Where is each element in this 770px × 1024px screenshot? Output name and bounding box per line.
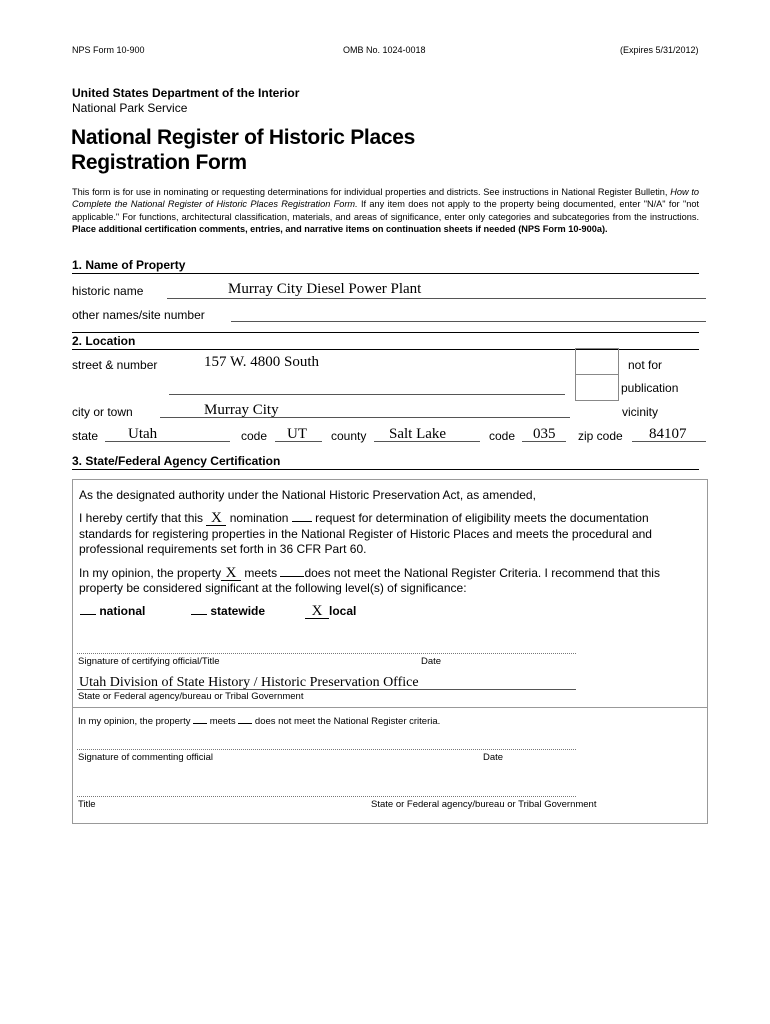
national-label: national xyxy=(99,604,146,618)
statewide-label: statewide xyxy=(210,604,266,618)
state-code-field[interactable]: UT xyxy=(287,426,307,442)
city-field[interactable]: Murray City xyxy=(204,402,279,418)
county-code-field[interactable]: 035 xyxy=(533,426,556,442)
agency-field-line xyxy=(77,689,576,690)
title-label: Title xyxy=(78,799,96,810)
certifying-signature-line[interactable] xyxy=(77,653,576,654)
certification-divider xyxy=(72,707,707,708)
not-for-publication-checkbox[interactable] xyxy=(575,348,619,375)
form-title-line1: National Register of Historic Places xyxy=(71,126,415,149)
agency-label: State or Federal agency/bureau or Tribal Government xyxy=(78,691,304,702)
opinion-line2: property be considered significant at the following level(s) of significance: xyxy=(79,581,467,595)
intro-bulletin-title: How to Complete the National Register of Historic Places Registration Form. xyxy=(72,187,699,210)
designated-authority-text: As the designated authority under the National Historic Preservation Act, as amended, xyxy=(79,488,536,502)
statewide-mark[interactable] xyxy=(191,614,207,615)
city-label: city or town xyxy=(72,405,133,419)
certify-line3: professional requirements set forth in 36 CFR Part 60. xyxy=(79,542,367,556)
comment-opinion-b: meets xyxy=(207,716,239,727)
intro-continuation-note: Place additional certification comments, entries, and narrative items on continuation sheets if needed (NPS Form 10-900a). xyxy=(72,224,608,235)
county-field[interactable]: Salt Lake xyxy=(389,426,447,442)
county-code-label: code xyxy=(489,429,516,443)
signature-certifying-label: Signature of certifying official/Title xyxy=(78,656,220,667)
opinion-text-b: meets xyxy=(241,566,281,580)
certifying-date-label: Date xyxy=(421,656,442,667)
zip-code-label: zip code xyxy=(578,429,623,443)
service-name: National Park Service xyxy=(72,101,188,115)
level-local xyxy=(305,604,356,620)
signature-commenting-label: Signature of commenting official xyxy=(78,752,214,763)
department-name: United States Department of the Interior xyxy=(72,86,300,100)
publication-label: publication xyxy=(621,381,679,395)
national-mark[interactable] xyxy=(80,614,96,615)
section-location-heading: 2. Location xyxy=(72,332,699,350)
form-title-line2: Registration Form xyxy=(71,151,247,174)
commenting-opinion xyxy=(78,716,440,727)
commenting-signature-line[interactable] xyxy=(77,749,576,750)
level-national xyxy=(80,604,145,620)
intro-instructions xyxy=(72,186,699,236)
comment-meets-mark[interactable] xyxy=(193,723,207,724)
historic-name-field[interactable]: Murray City Diesel Power Plant xyxy=(228,281,422,297)
certify-text-b: nomination xyxy=(226,511,292,525)
agency-field[interactable]: Utah Division of State History / Historic Preservation Office xyxy=(79,675,419,690)
state-code-label: code xyxy=(241,429,268,443)
historic-name-field-line xyxy=(167,298,706,299)
vicinity-checkbox[interactable] xyxy=(575,374,619,401)
certify-line2: standards for registering properties in the National Register of Historic Places and meets the procedural and xyxy=(79,527,652,541)
opinion-text-c: does not meet the National Register Criteria. I recommend that this xyxy=(304,566,660,580)
nomination-mark[interactable]: X xyxy=(206,512,226,526)
other-names-field[interactable] xyxy=(231,321,706,322)
commenting-date-label: Date xyxy=(483,752,504,763)
comment-opinion-a: In my opinion, the property xyxy=(78,716,194,727)
comment-does-not-meet-mark[interactable] xyxy=(238,723,252,724)
agency2-label: State or Federal agency/bureau or Tribal Government xyxy=(371,799,597,810)
local-label: local xyxy=(329,604,357,618)
street-second-line xyxy=(169,394,565,395)
other-names-label: other names/site number xyxy=(72,308,205,322)
street-number-label: street & number xyxy=(72,358,158,372)
street-number-field[interactable]: 157 W. 4800 South xyxy=(204,354,320,370)
state-label: state xyxy=(72,429,99,443)
zip-code-field[interactable]: 84107 xyxy=(649,426,687,442)
title-agency-line[interactable] xyxy=(77,796,576,797)
omb-number: OMB No. 1024-0018 xyxy=(343,45,426,55)
meets-mark[interactable]: X xyxy=(221,567,241,581)
vicinity-label: vicinity xyxy=(622,405,659,419)
opinion-line1 xyxy=(79,566,660,582)
not-for-label: not for xyxy=(628,358,663,372)
state-field[interactable]: Utah xyxy=(128,426,158,442)
intro-text-1: This form is for use in nominating or requesting determinations for individual properties and districts. See instructions in National Register Bulletin, xyxy=(72,187,671,197)
certify-text-a: I hereby certify that this xyxy=(79,511,207,525)
intro-text-2: If any item does not apply to the property being documented, enter "N/A" for "not applicable." For functions, architectural classification, materials, and areas of significance, enter only categories and subcategories from the instructions. xyxy=(72,199,699,222)
local-mark[interactable]: X xyxy=(305,605,329,619)
certify-line1 xyxy=(79,511,649,527)
section-name-of-property-heading: 1. Name of Property xyxy=(72,258,699,274)
section-certification-heading: 3. State/Federal Agency Certification xyxy=(72,454,699,470)
comment-opinion-c: does not meet the National Register criteria. xyxy=(252,716,441,727)
expiration-date: (Expires 5/31/2012) xyxy=(620,45,699,55)
historic-name-label: historic name xyxy=(72,284,144,298)
opinion-text-a: In my opinion, the property xyxy=(79,566,222,580)
county-label: county xyxy=(331,429,367,443)
form-number: NPS Form 10-900 xyxy=(72,45,145,55)
does-not-meet-mark[interactable] xyxy=(280,576,304,577)
level-statewide xyxy=(191,604,265,620)
certify-text-c: request for determination of eligibility meets the documentation xyxy=(311,511,649,525)
state-field-line xyxy=(105,441,230,442)
request-determination-mark[interactable] xyxy=(292,521,312,522)
